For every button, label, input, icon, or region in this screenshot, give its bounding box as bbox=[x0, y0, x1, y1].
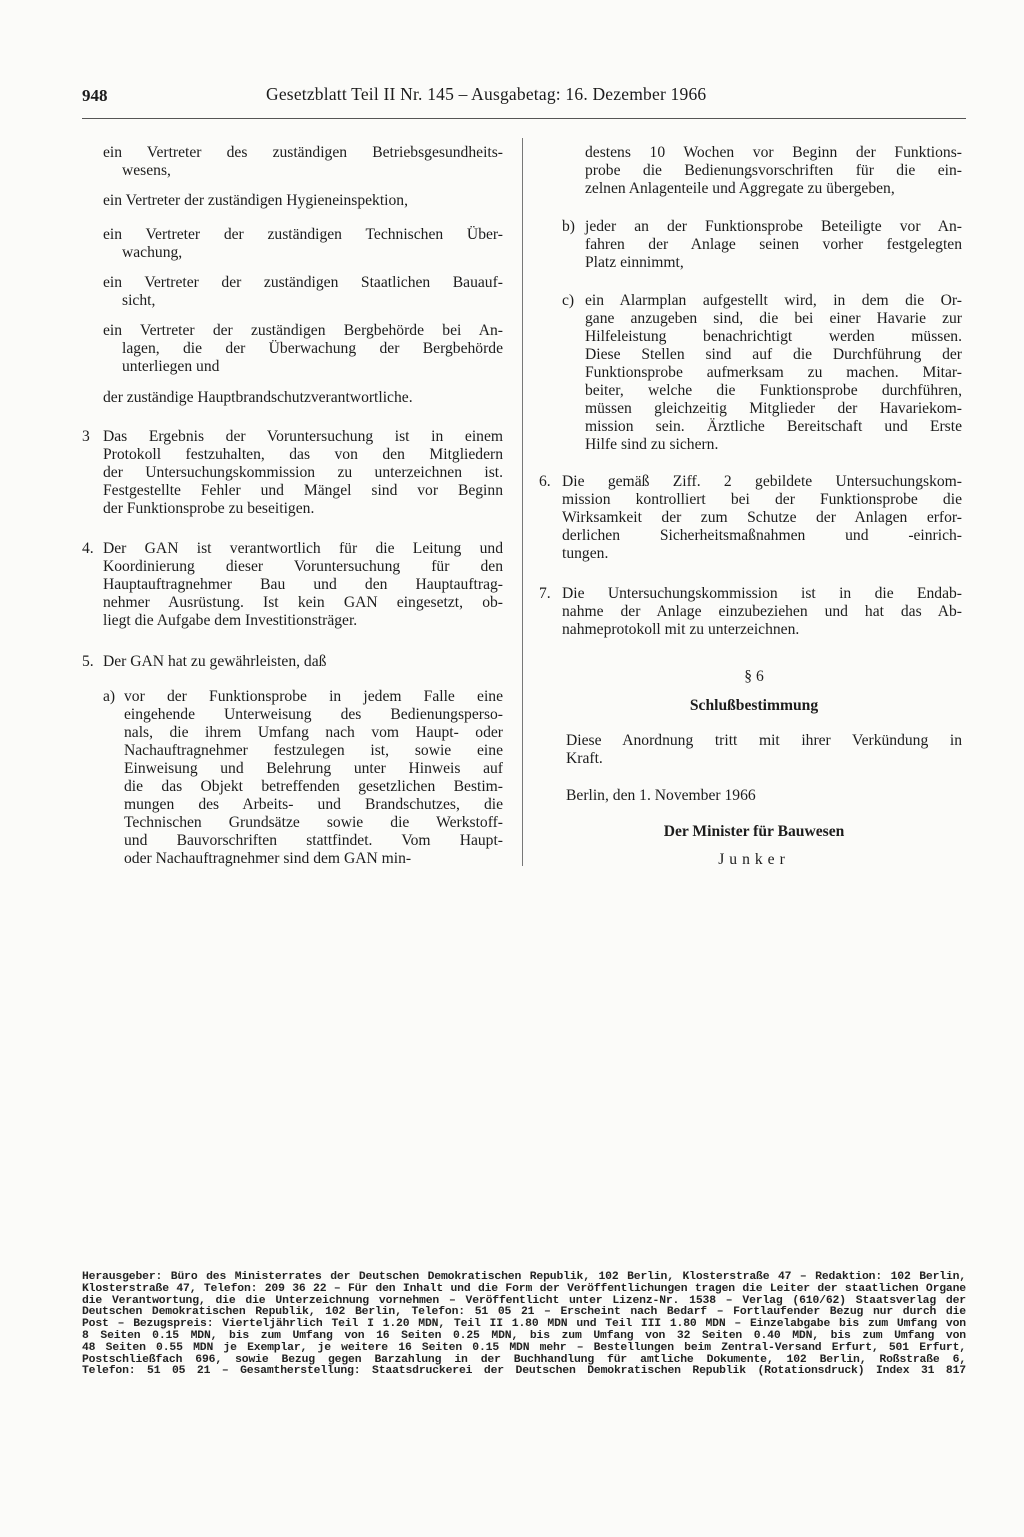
section-heading: § 6 bbox=[744, 668, 764, 685]
column-divider bbox=[522, 138, 523, 866]
text-line: ein Vertreter der zuständigen Staatlichen Bauauf- bbox=[103, 274, 503, 291]
member-entry bbox=[103, 144, 503, 180]
text-line: oder Nachauftragnehmer sind dem GAN min- bbox=[124, 850, 412, 867]
page-number: 948 bbox=[82, 86, 108, 105]
item-7-number: 7. bbox=[539, 585, 551, 602]
text-line: mission sein. Ärztliche Bereitschaft und Erste bbox=[585, 418, 962, 435]
text-line: derlichen Sicherheitsmaßnahmen und -einrich- bbox=[562, 527, 962, 544]
text-line: sicht, bbox=[122, 292, 156, 309]
text-line: der Funktionsprobe zu beseitigen. bbox=[103, 500, 315, 517]
text-line: ein Vertreter der zuständigen Hygieneinspektion, bbox=[103, 192, 408, 209]
member-entry bbox=[103, 274, 503, 310]
text-line: nals, die ihrem Umfang nach vom Haupt- oder bbox=[124, 724, 503, 741]
text-line: Diese Anordnung tritt mit ihrer Verkündung in bbox=[566, 732, 962, 749]
signature-name: Junker bbox=[718, 851, 790, 868]
imprint bbox=[82, 1272, 966, 1378]
text-line: probe die Bedienungsvorschriften für die ein- bbox=[585, 162, 962, 179]
text-line: zelnen Anlagenteile und Aggregate zu übergeben, bbox=[585, 180, 895, 197]
imprint-line: Klosterstraße 47, Telefon: 209 36 22 – Für den Inhalt und die Form der Veröffentlichungen tragen die Leiter der staatlichen Organe bbox=[82, 1282, 966, 1295]
imprint-line: Post – Bezugspreis: Vierteljährlich Teil I 1.20 MDN, Teil II 1.80 MDN und Teil III 1.80 MDN – Einzelabgabe bis zum Umfang von bbox=[82, 1318, 966, 1331]
text-line: tungen. bbox=[562, 545, 609, 562]
text-line: Wirksamkeit der zum Schutze der Anlagen erfor- bbox=[562, 509, 962, 526]
header-rule bbox=[82, 118, 966, 119]
item-5a-text bbox=[124, 688, 503, 868]
member-entry bbox=[103, 192, 503, 210]
text-line: ein Alarmplan aufgestellt wird, in dem die Or- bbox=[585, 292, 962, 309]
text-line: jeder an der Funktionsprobe Beteiligte vor An- bbox=[585, 218, 962, 235]
item-3-number: 3 bbox=[82, 428, 90, 445]
text-line: die das Objekt betreffenden gesetzlichen Bestim- bbox=[124, 778, 503, 795]
item-5b-label: b) bbox=[562, 218, 575, 235]
header-title: Gesetzblatt Teil II Nr. 145 – Ausgabetag: 16. Dezember 1966 bbox=[266, 84, 707, 104]
text-line: destens 10 Wochen vor Beginn der Funktions- bbox=[585, 144, 962, 161]
text-line: unterliegen und bbox=[122, 358, 220, 375]
imprint-line: 48 Seiten 0.55 MDN je Exemplar, je weitere 16 Seiten 0.15 MDN mehr – Bestellungen beim Zentral-Versand Erfurt, 501 Erfurt, bbox=[82, 1341, 966, 1354]
text-line: Festgestellte Fehler und Mängel sind vor Beginn bbox=[103, 482, 503, 499]
item-5b-text bbox=[585, 218, 962, 272]
item-5-number: 5. bbox=[82, 653, 94, 670]
item-4-number: 4. bbox=[82, 540, 94, 557]
text-line: beiter, welche die Funktionsprobe durchführen, bbox=[585, 382, 962, 399]
text-line: mission kontrolliert bei der Funktionsprobe die bbox=[562, 491, 962, 508]
text-line: Hilfe sind zu sichern. bbox=[585, 436, 719, 453]
text-line: Koordinierung dieser Voruntersuchung für den bbox=[103, 558, 503, 575]
section-title: Schlußbestimmung bbox=[689, 697, 819, 714]
text-line: ein Vertreter der zuständigen Technischen Über- bbox=[103, 226, 503, 243]
text-line: Die gemäß Ziff. 2 gebildete Untersuchungskom- bbox=[562, 473, 962, 490]
member-entry bbox=[103, 226, 503, 262]
imprint-line: 8 Seiten 0.15 MDN, bis zum Umfang von 16 Seiten 0.25 MDN, bis zum Umfang von 32 Seiten 0.40 MDN, bis zum Umfang von bbox=[82, 1329, 966, 1342]
text-line: fahren der Anlage seinen vorher festgelegten bbox=[585, 236, 962, 253]
text-line: gane anzugeben sind, die bei einer Havarie zur bbox=[585, 310, 962, 327]
member-entry bbox=[103, 322, 503, 376]
item-5a-continuation bbox=[585, 144, 962, 198]
item-5a-label: a) bbox=[103, 688, 116, 705]
imprint-line: Deutschen Demokratischen Republik, 102 Berlin, Telefon: 51 05 21 – Erscheint nach Bedarf – Fortlaufender Bezug nur durch die bbox=[82, 1306, 966, 1319]
imprint-line: Postschließfach 696, sowie Bezug gegen Barzahlung in der Buchhandlung für amtliche Dokumente, 102 Berlin, Roßstraße 6, bbox=[82, 1353, 966, 1366]
text-line: und Bauvorschriften stattfindet. Vom Haupt- bbox=[124, 832, 503, 849]
item-7-text bbox=[562, 585, 962, 639]
text-line: Das Ergebnis der Voruntersuchung ist in einem bbox=[103, 428, 503, 445]
text-line: müssen gleichzeitig Mitglieder der Havariekom- bbox=[585, 400, 962, 417]
item-6-number: 6. bbox=[539, 473, 551, 490]
date-line: Berlin, den 1. November 1966 bbox=[566, 787, 756, 804]
text-line: ein Vertreter der zuständigen Bergbehörde bei An- bbox=[103, 322, 503, 339]
text-line: Funktionsprobe aufmerksam zu machen. Mitar- bbox=[585, 364, 962, 381]
item-3-text bbox=[103, 428, 503, 518]
text-line: wachung, bbox=[122, 244, 183, 261]
text-line: Einweisung und Belehrung unter Hinweis auf bbox=[124, 760, 503, 777]
text-line: Kraft. bbox=[566, 750, 603, 767]
text-line: Die Untersuchungskommission ist in die Endab- bbox=[562, 585, 962, 602]
text-line: Der GAN ist verantwortlich für die Leitung und bbox=[103, 540, 503, 557]
text-line: Platz einnimmt, bbox=[585, 254, 684, 271]
text-line: der Untersuchungskommission zu unterzeichnen ist. bbox=[103, 464, 503, 481]
text-line: nahmeprotokoll mit zu unterzeichnen. bbox=[562, 621, 800, 638]
item-5c-text bbox=[585, 292, 962, 454]
item-5-intro: Der GAN hat zu gewährleisten, daß bbox=[103, 653, 327, 670]
minister-title: Der Minister für Bauwesen bbox=[663, 823, 845, 840]
member-entry bbox=[103, 389, 503, 407]
text-line: eingehende Unterweisung des Bedienungsperso- bbox=[124, 706, 503, 723]
text-line: der zuständige Hauptbrandschutzverantwortliche. bbox=[103, 389, 413, 406]
imprint-line: Telefon: 51 05 21 – Gesamtherstellung: Staatsdruckerei der Deutschen Demokratischen Republik (Rotationsdruck) Index 31 817 bbox=[82, 1365, 966, 1378]
item-4-text bbox=[103, 540, 503, 630]
text-line: mungen des Arbeits- und Brandschutzes, die bbox=[124, 796, 503, 813]
text-line: Technischen Grundsätze sowie die Werkstoff- bbox=[124, 814, 503, 831]
imprint-line: die Verantwortung, die die Unterzeichnung vornehmen – Veröffentlicht unter Lizenz-Nr. 1538 – Verlag (610/62) Staatsverlag der bbox=[82, 1294, 966, 1307]
text-line: Protokoll festzuhalten, das von den Mitgliedern bbox=[103, 446, 503, 463]
final-provision-text bbox=[566, 732, 962, 768]
item-6-text bbox=[562, 473, 962, 563]
text-line: liegt die Aufgabe dem Investitionsträger. bbox=[103, 612, 358, 629]
text-line: Nachauftragnehmer festzulegen ist, sowie eine bbox=[124, 742, 503, 759]
text-line: Hilfeleistung benachrichtigt werden müssen. bbox=[585, 328, 962, 345]
text-line: Diese Stellen sind auf die Durchführung der bbox=[585, 346, 962, 363]
imprint-line: Herausgeber: Büro des Ministerrates der Deutschen Demokratischen Republik, 102 Berlin, Klosterstraße 47 – Redaktion: 102 Berlin, bbox=[82, 1271, 966, 1283]
text-line: wesens, bbox=[122, 162, 171, 179]
text-line: vor der Funktionsprobe in jedem Falle eine bbox=[124, 688, 503, 705]
item-5c-label: c) bbox=[562, 292, 575, 309]
text-line: nahme der Anlage einzubeziehen und hat das Ab- bbox=[562, 603, 962, 620]
text-line: nehmer Ausrüstung. Ist kein GAN eingesetzt, ob- bbox=[103, 594, 503, 611]
text-line: Hauptauftragnehmer Bau und den Hauptauftrag- bbox=[103, 576, 503, 593]
text-line: ein Vertreter des zuständigen Betriebsgesundheits- bbox=[103, 144, 503, 161]
text-line: lagen, die der Überwachung der Bergbehörde bbox=[122, 340, 503, 357]
